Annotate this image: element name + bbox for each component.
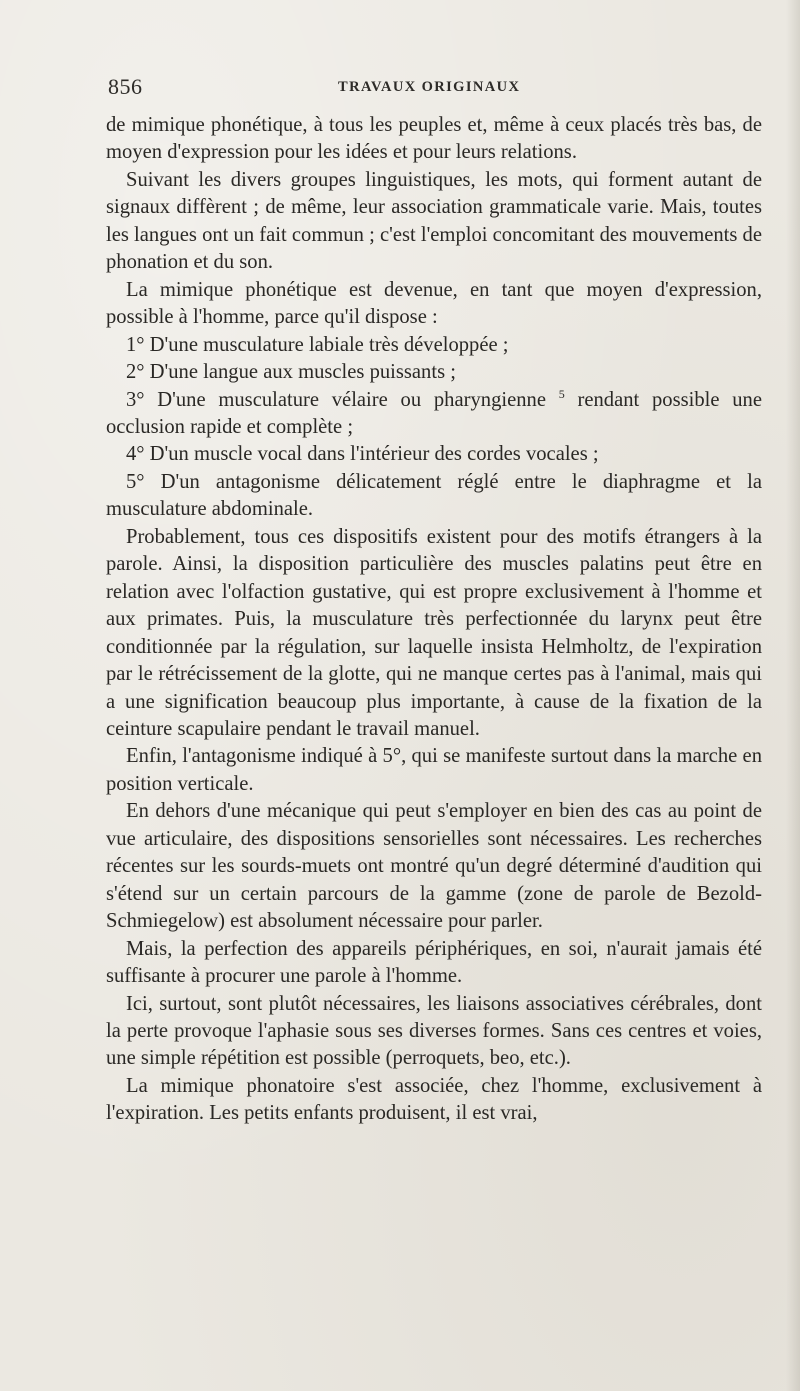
paragraph: Enfin, l'antagonisme indiqué à 5°, qui se manifeste surtout dans la marche en position verticale. bbox=[106, 745, 762, 795]
list-item: 1° D'une musculature labiale très développée ; bbox=[126, 333, 509, 356]
page-number: 856 bbox=[108, 74, 143, 99]
paragraph: Probablement, tous ces dispositifs existent pour des motifs étrangers à la parole. Ainsi, la disposition particulière des muscles palatins peut être en relation avec l'olfaction gustative, qui est propre exclusivement à l'homme et aux primates. Puis, la musculature très perfectionnée du larynx peut être conditionnée par la régulation, sur laquelle insista Helmholtz, de l'expiration par le rétrécissement de la glotte, qui ne manque certes pas à l'animal, mais qui a une signification beaucoup plus importante, à cause de la fixation de la ceinture scapulaire pendant le travail manuel. bbox=[106, 525, 762, 740]
running-head: TRAVAUX ORIGINAUX bbox=[338, 79, 521, 95]
paragraph: En dehors d'une mécanique qui peut s'employer en bien des cas au point de vue articulaire, des dispositions sensorielles sont nécessaires. Les recherches récentes sur les sourds-muets ont montré qu'un degré déterminé d'audition qui s'étend sur un certain parcours de la gamme (zone de parole de Bezold-Schmiegelow) est absolument nécessaire pour parler. bbox=[106, 800, 762, 933]
page-header bbox=[108, 74, 768, 104]
paragraph: Ici, surtout, sont plutôt nécessaires, les liaisons associatives cérébrales, dont la perte provoque l'aphasie sous ses diverses formes. Sans ces centres et voies, une simple répétition est possible (perroquets, beo, etc.). bbox=[106, 992, 762, 1070]
list-item-text-continued: rendant possible une occlusion rapide et complète ; bbox=[106, 388, 762, 438]
paragraph: La mimique phonétique est devenue, en tant que moyen d'expression, possible à l'homme, parce qu'il dispose : bbox=[106, 278, 762, 329]
paragraph: Suivant les divers groupes linguistiques, les mots, qui forment autant de signaux diffèrent ; de même, leur association grammaticale varie. Mais, toutes les langues ont un fait commun ; c'est l'emploi concomitant des mouvements de phonation et du son. bbox=[106, 168, 762, 274]
paragraph: Mais, la perfection des appareils périphériques, en soi, n'aurait jamais été suffisante à procurer une parole à l'homme. bbox=[106, 937, 762, 988]
footnote-mark: 5 bbox=[558, 386, 565, 401]
list-item: 2° D'une langue aux muscles puissants ; bbox=[126, 361, 456, 384]
list-item bbox=[106, 387, 762, 442]
paragraph: de mimique phonétique, à tous les peuples et, même à ceux placés très bas, de moyen d'expression pour les idées et pour leurs relations. bbox=[106, 114, 762, 164]
list-item-text: 3° D'une musculature vélaire ou pharyngienne bbox=[126, 388, 546, 411]
list-item: 5° D'un antagonisme délicatement réglé entre le diaphragme et la musculature abdominale. bbox=[106, 470, 762, 521]
body-text bbox=[106, 112, 762, 1128]
page-edge-shadow bbox=[786, 0, 800, 1391]
list-item: 4° D'un muscle vocal dans l'intérieur des cordes vocales ; bbox=[126, 443, 599, 466]
paragraph: La mimique phonatoire s'est associée, chez l'homme, exclusivement à l'expiration. Les petits enfants produisent, il est vrai, bbox=[106, 1074, 762, 1125]
